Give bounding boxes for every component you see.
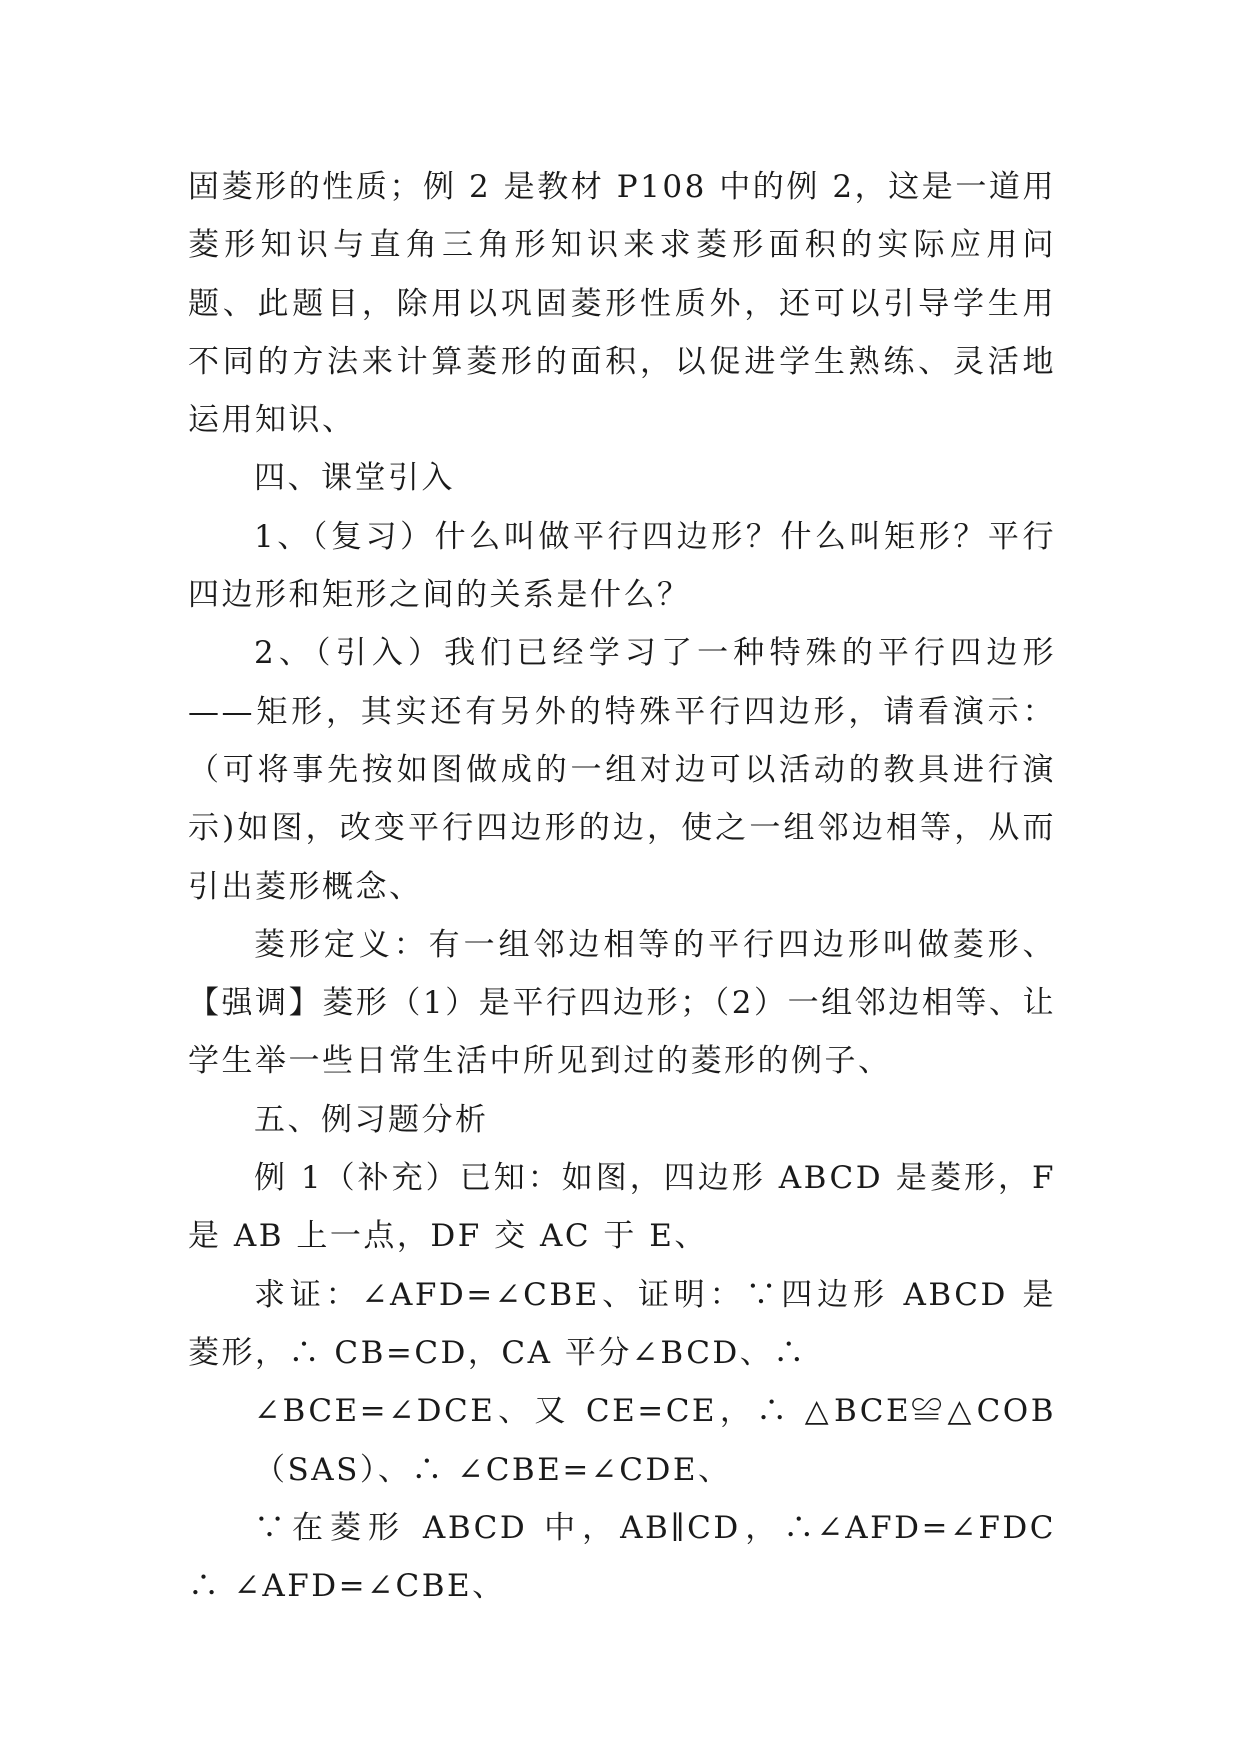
paragraph-rhombus-properties-intro: 固菱形的性质；例 2 是教材 P108 中的例 2，这是一道用菱形知识与直角三角形知识来求菱形面积的实际应用问题、此题目，除用以巩固菱形性质外，还可以引导学生用不同的方法来计算菱形的面积，以促进学生熟练、灵活地运用知识、 [188,169,1056,439]
paragraph-introduction-demo: 2、（引入）我们已经学习了一种特殊的平行四边形——矩形，其实还有另外的特殊平行四边形，请看演示：（可将事先按如图做成的一组对边可以活动的教具进行演示)如图，改变平行四边形的边，使之一组邻边相等，从而引出菱形概念、 [188,635,1056,905]
paragraph-example-1-given: 例 1（补充）已知：如图，四边形 ABCD 是菱形，F 是 AB 上一点，DF 交 AC 于 E、 [188,1160,1057,1255]
paragraph-example-1-conclusion: ∵在菱形 ABCD 中，AB∥CD，∴∠AFD=∠FDC ∴ ∠AFD=∠CBE、 [188,1509,1056,1605]
paragraph-rhombus-definition: 菱形定义：有一组邻边相等的平行四边形叫做菱形、【强调】菱形（1）是平行四边形；（2）一组邻边相等、让学生举一些日常生活中所见到过的菱形的例子、 [188,926,1056,1080]
paragraph-example-1-congruence: ∠BCE=∠DCE、又 CE=CE，∴ △BCE≌△COB（SAS）、∴ ∠CBE=∠CDE、 [254,1393,1056,1488]
section-heading-example-analysis: 五、例习题分析 [254,1101,489,1138]
paragraph-example-1-proof-start: 求证：∠AFD=∠CBE、证明：∵四边形 ABCD 是菱形，∴ CB=CD，CA 平分∠BCD、∴ [188,1276,1056,1371]
document-body [188,158,1056,1615]
section-heading-classroom-intro: 四、课堂引入 [254,460,455,497]
paragraph-review-question: 1、（复习）什么叫做平行四边形？什么叫矩形？平行四边形和矩形之间的关系是什么？ [188,518,1056,614]
